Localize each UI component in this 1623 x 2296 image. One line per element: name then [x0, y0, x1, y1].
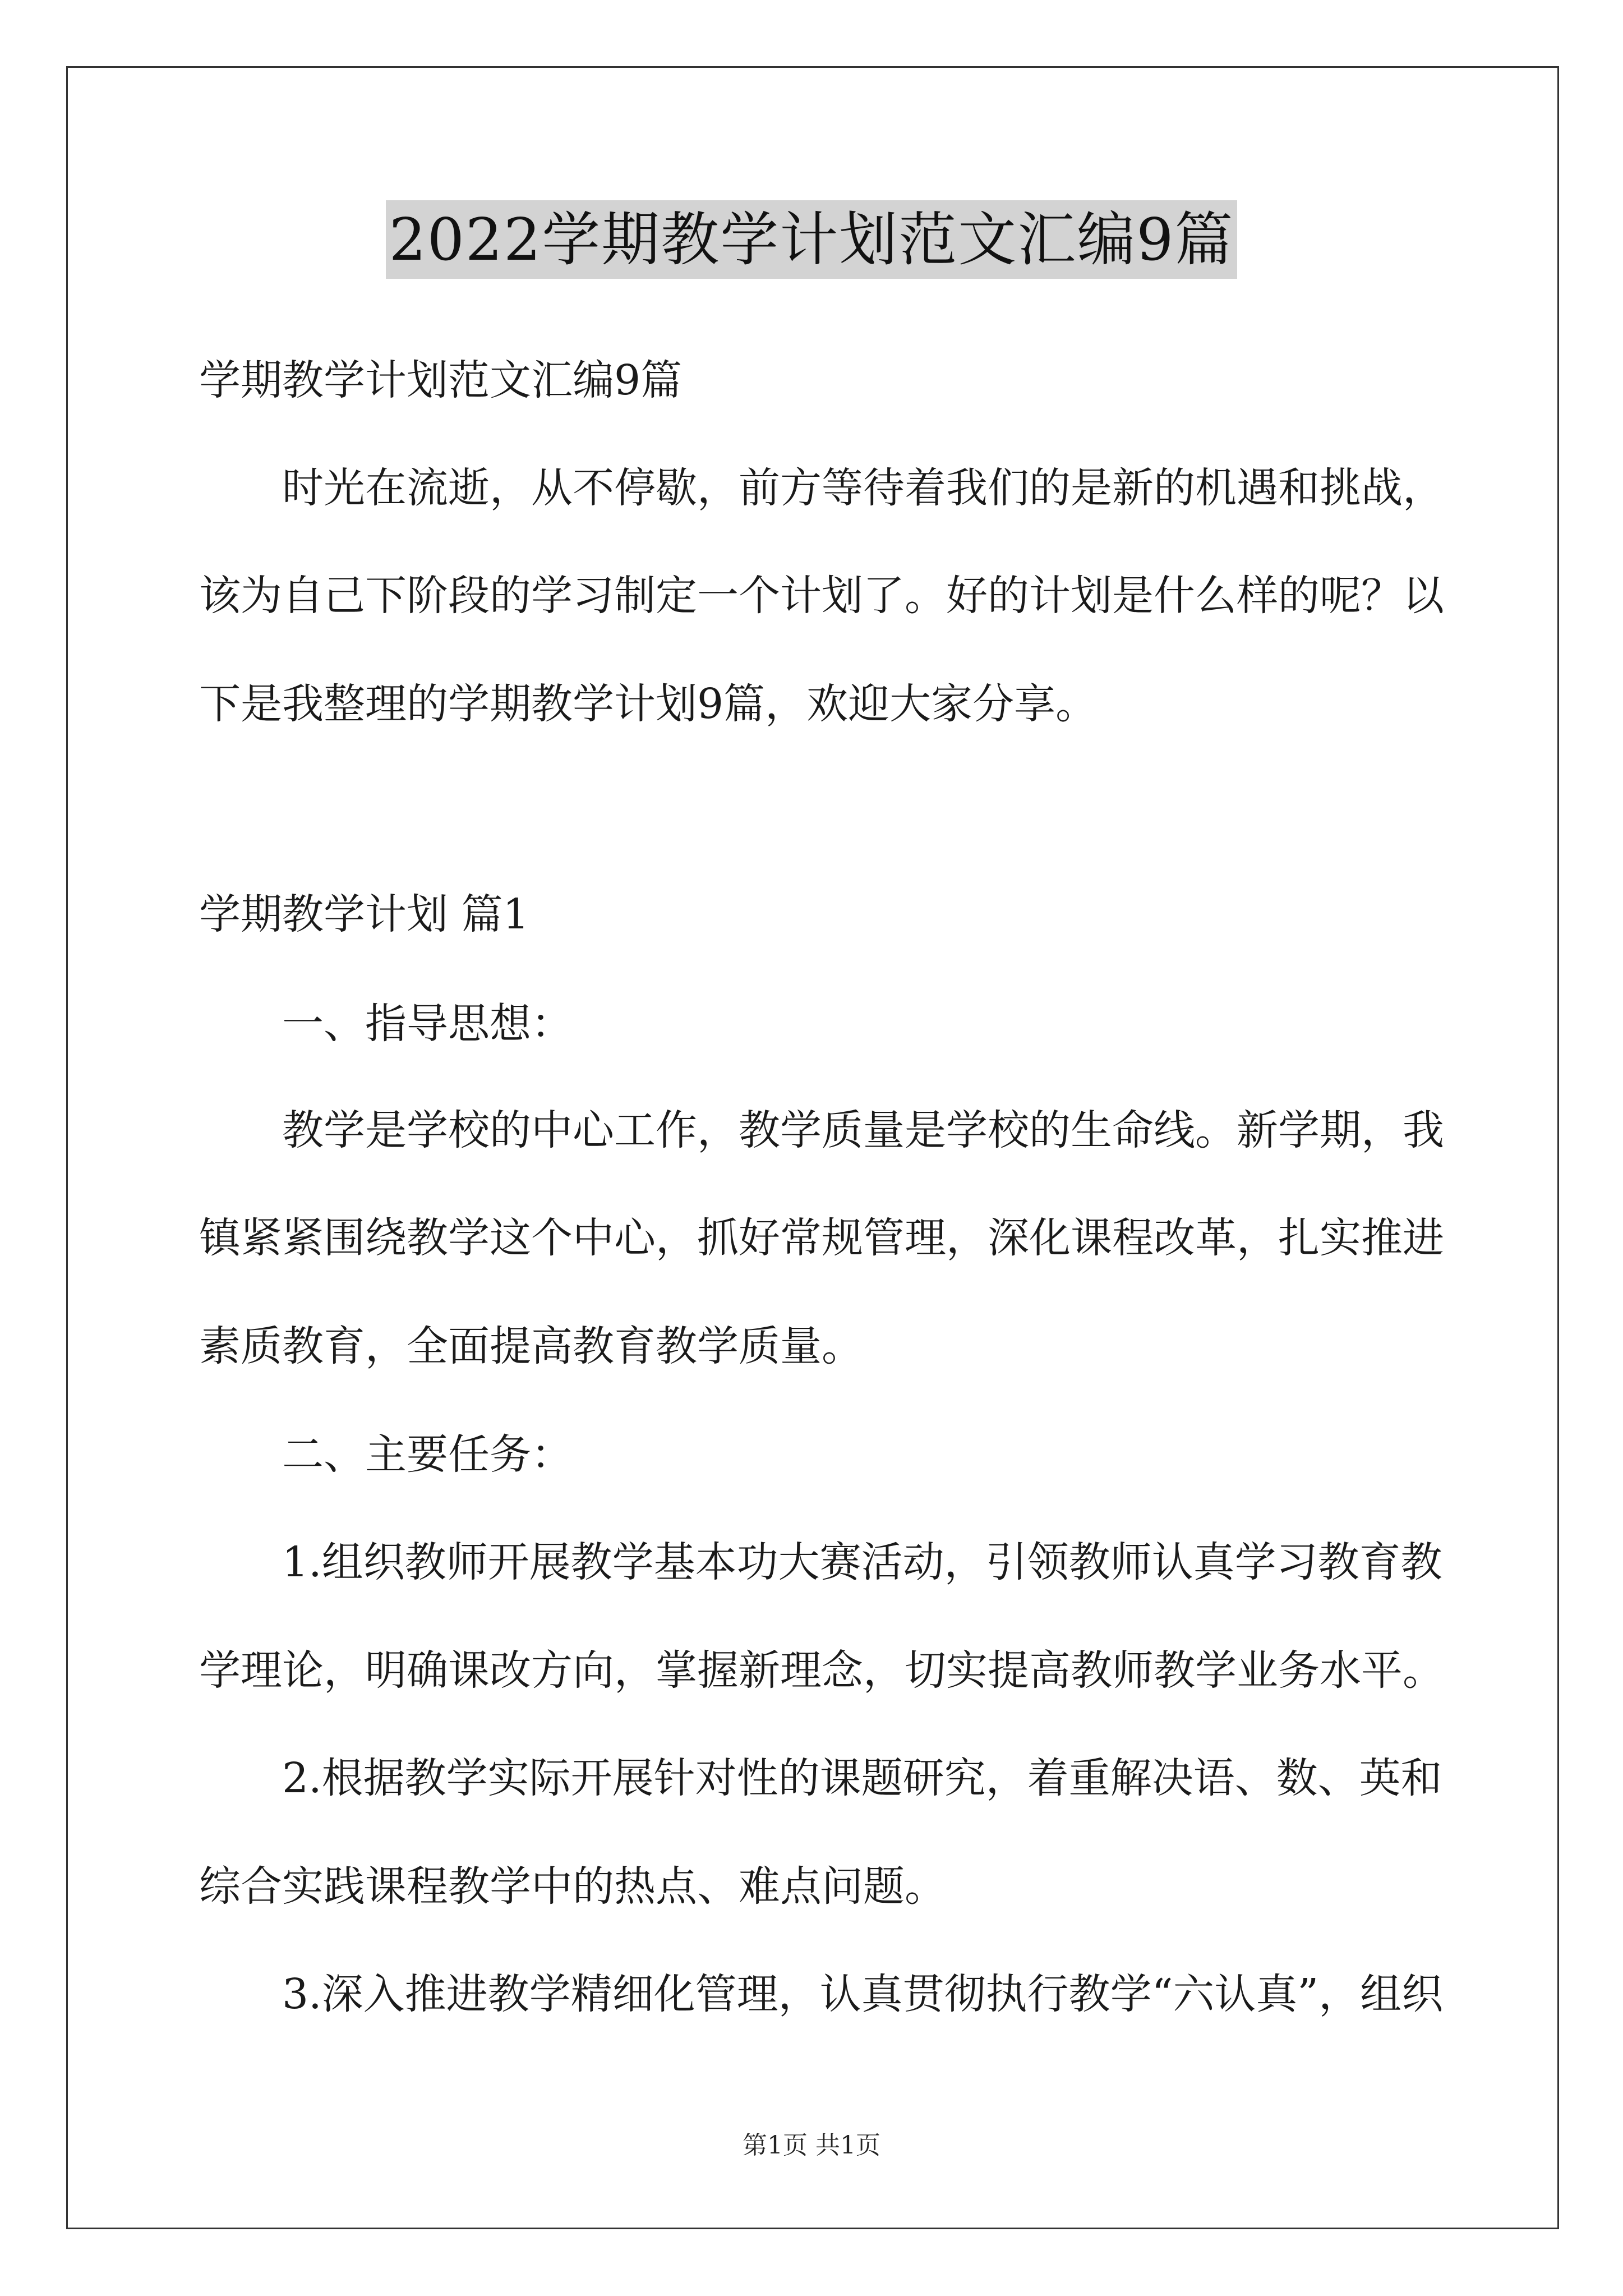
- page-footer: 第1页 共1页: [743, 2131, 880, 2160]
- paragraph-line: 3.深入推进教学精细化管理，认真贯彻执行教学“六认真”，组织: [282, 1970, 1444, 2018]
- paragraph-line: 学理论，明确课改方向，掌握新理念，切实提高教师教学业务水平。: [199, 1646, 1444, 1695]
- paragraph-line: 2.根据教学实际开展针对性的课题研究，着重解决语、数、英和: [282, 1754, 1442, 1802]
- title-container: [0, 200, 1623, 279]
- subheading-line: 一、指导思想：: [282, 1000, 573, 1048]
- paragraph-line: 素质教育，全面提高教育教学质量。: [199, 1322, 863, 1370]
- paragraph-line: 时光在流逝，从不停歇，前方等待着我们的是新的机遇和挑战，: [282, 464, 1444, 512]
- section-heading: 学期教学计划 篇1: [199, 890, 529, 938]
- paragraph-line: 教学是学校的中心工作，教学质量是学校的生命线。新学期，我: [282, 1106, 1444, 1154]
- subtitle-line: 学期教学计划范文汇编9篇: [199, 356, 683, 404]
- document-title: 2022学期教学计划范文汇编9篇: [386, 200, 1238, 279]
- subheading-line: 二、主要任务：: [282, 1430, 573, 1479]
- paragraph-line: 综合实践课程教学中的热点、难点问题。: [199, 1862, 946, 1911]
- paragraph-line: 该为自己下阶段的学习制定一个计划了。好的计划是什么样的呢？以: [199, 572, 1444, 620]
- paragraph-line: 镇紧紧围绕教学这个中心，抓好常规管理，深化课程改革，扎实推进: [199, 1214, 1444, 1262]
- paragraph-line: 下是我整理的学期教学计划9篇，欢迎大家分享。: [199, 680, 1098, 728]
- paragraph-line: 1.组织教师开展教学基本功大赛活动，引领教师认真学习教育教: [282, 1538, 1442, 1586]
